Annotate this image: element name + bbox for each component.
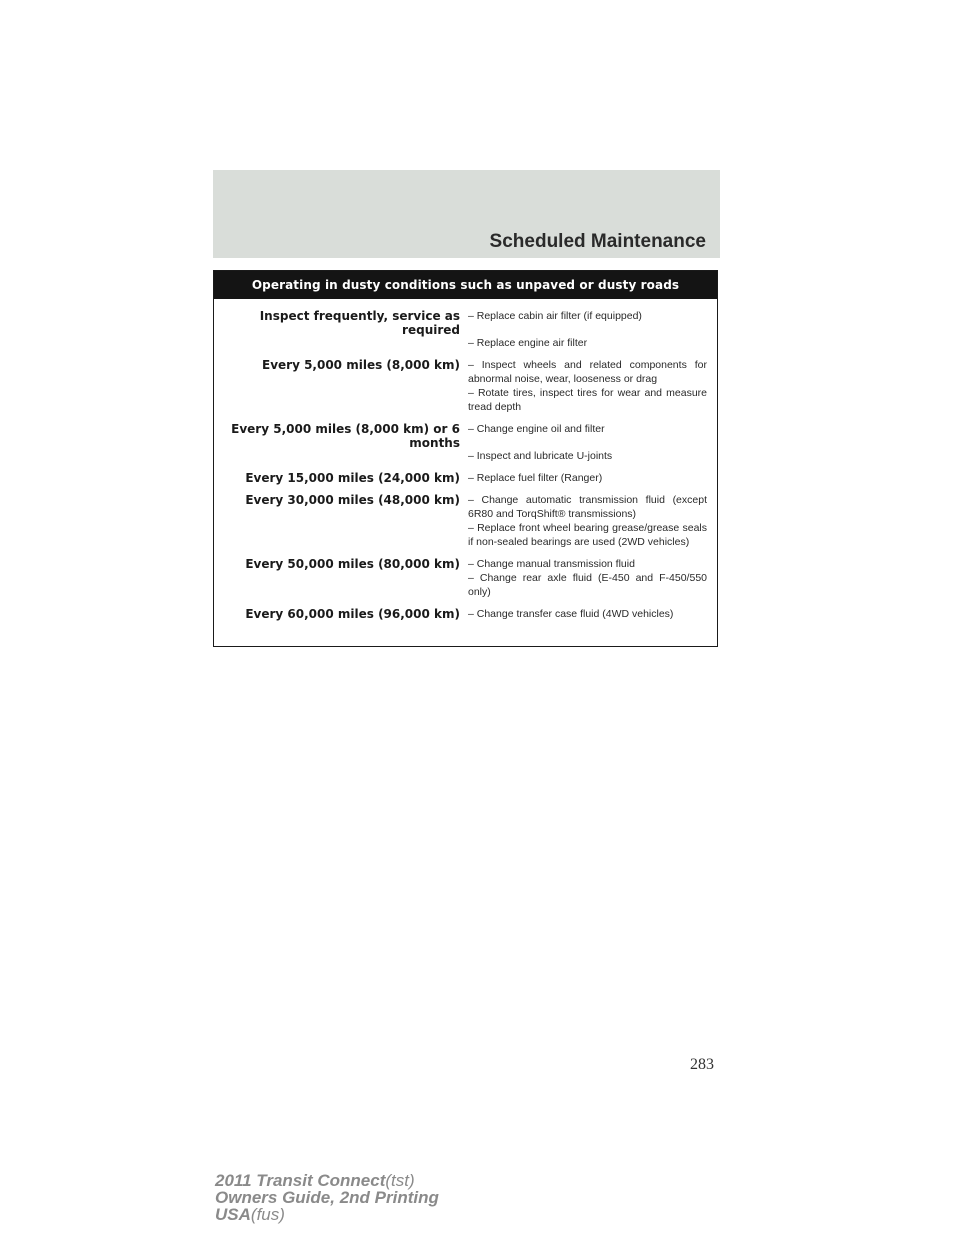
row-interval: Every 50,000 miles (80,000 km) <box>245 557 460 571</box>
row-interval: Every 5,000 miles (8,000 km) or 6 months <box>231 422 460 450</box>
table-row <box>214 557 717 599</box>
footer-edition: Owners Guide, 2nd Printing <box>215 1188 439 1207</box>
task-item: – Replace engine air filter <box>468 337 588 349</box>
table-rows <box>214 299 717 621</box>
row-tasks <box>460 471 707 485</box>
row-interval: Every 60,000 miles (96,000 km) <box>245 607 460 621</box>
task-item: – Change manual transmission fluid <box>468 558 635 570</box>
table-row <box>214 471 717 485</box>
table-row <box>214 607 717 621</box>
row-interval: Every 15,000 miles (24,000 km) <box>245 471 460 485</box>
document-footer <box>215 1172 439 1223</box>
footer-market-code: (fus) <box>250 1205 285 1224</box>
table-header: Operating in dusty conditions such as unpaved or dusty roads <box>214 271 717 299</box>
task-item: – Rotate tires, inspect tires for wear and measure tread depth <box>468 387 707 413</box>
footer-line-model <box>215 1172 439 1189</box>
footer-market: USA <box>215 1205 251 1224</box>
footer-line-market <box>215 1206 439 1223</box>
task-item: – Replace front wheel bearing grease/grease seals if non-sealed bearings are used (2WD vehicles) <box>468 522 707 548</box>
task-item: – Inspect and lubricate U-joints <box>468 450 613 462</box>
table-row <box>214 309 717 350</box>
maintenance-table <box>213 270 718 647</box>
footer-model-code: (tst) <box>385 1171 415 1190</box>
section-header-band <box>213 170 720 258</box>
footer-model: 2011 Transit Connect <box>215 1171 386 1190</box>
task-item: – Change engine oil and filter <box>468 423 605 435</box>
task-item: – Replace cabin air filter (if equipped) <box>468 310 642 322</box>
row-tasks <box>460 309 707 350</box>
row-interval: Every 5,000 miles (8,000 km) <box>262 358 460 372</box>
row-interval: Every 30,000 miles (48,000 km) <box>245 493 460 507</box>
task-item: – Change rear axle fluid (E-450 and F-450/550 only) <box>468 572 707 598</box>
table-row <box>214 493 717 549</box>
table-row <box>214 358 717 414</box>
section-title: Scheduled Maintenance <box>489 231 706 252</box>
row-tasks <box>460 422 707 463</box>
page-number: 283 <box>690 1056 714 1073</box>
row-tasks <box>460 557 707 599</box>
task-item: – Change transfer case fluid (4WD vehicles) <box>468 608 674 620</box>
row-tasks <box>460 607 707 621</box>
table-row <box>214 422 717 463</box>
row-interval: Inspect frequently, service as required <box>259 309 460 337</box>
task-item: – Replace fuel filter (Ranger) <box>468 472 603 484</box>
task-item: – Change automatic transmission fluid (except 6R80 and TorqShift® transmissions) <box>468 494 707 520</box>
row-tasks <box>460 493 707 549</box>
row-tasks <box>460 358 707 414</box>
task-item: – Inspect wheels and related components for abnormal noise, wear, looseness or drag <box>468 359 707 385</box>
